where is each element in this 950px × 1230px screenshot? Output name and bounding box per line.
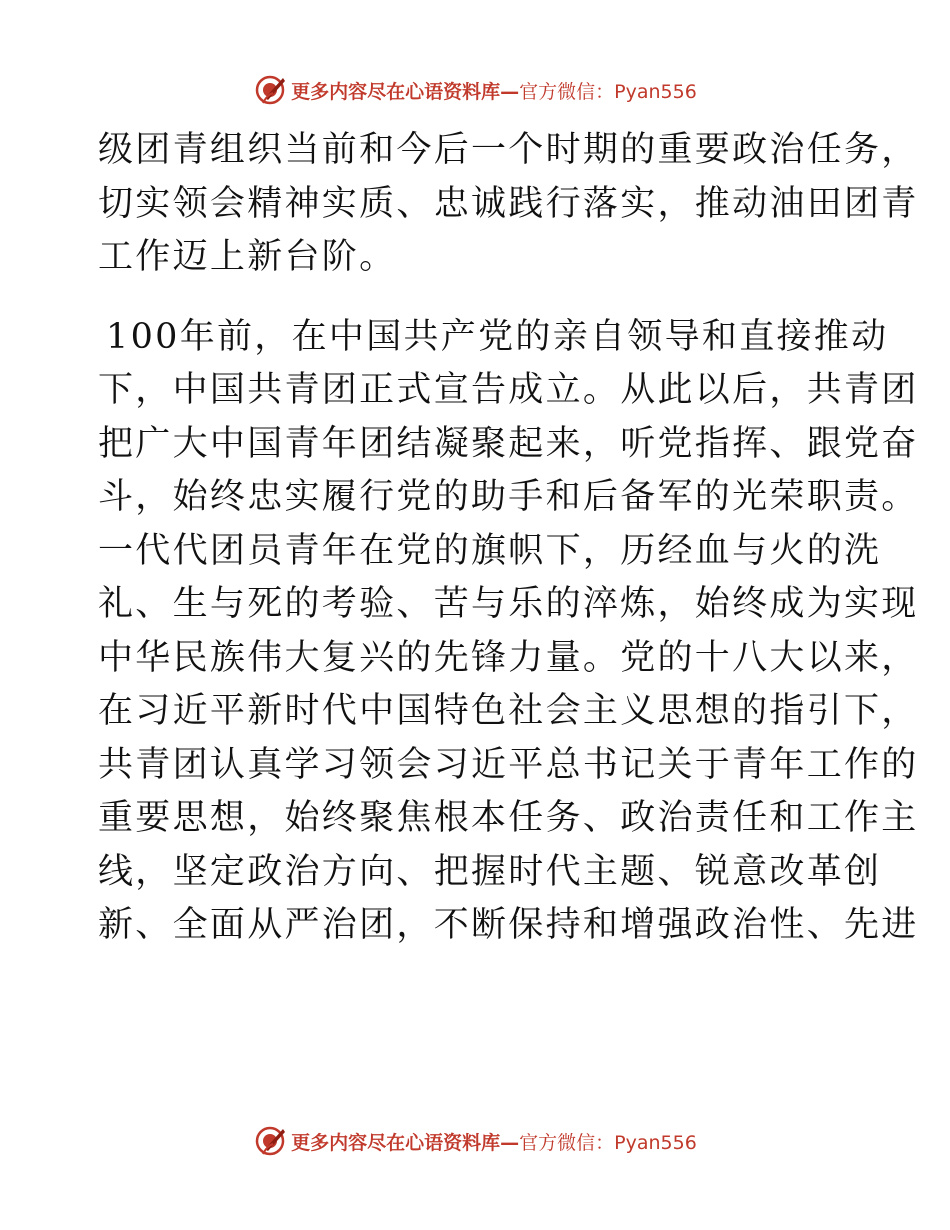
text-line: 礼、生与死的考验、苦与乐的淬炼，始终成为实现 bbox=[98, 584, 919, 624]
text-line: 重要思想，始终聚焦根本任务、政治责任和工作主 bbox=[98, 798, 919, 838]
text-line: 中华民族伟大复兴的先锋力量。党的十八大以来， bbox=[98, 637, 919, 678]
text-line: 一代代团员青年在党的旗帜下，历经血与火的洗 bbox=[98, 530, 882, 571]
pen-logo-icon bbox=[253, 73, 287, 107]
text-line: 工作迈上新台阶。 bbox=[98, 237, 397, 277]
text-line: 100年前，在中国共产党的亲自领导和直接推动 bbox=[106, 316, 889, 357]
footer-banner bbox=[0, 1121, 950, 1161]
text-line: 线，坚定政治方向、把握时代主题、锐意改革创 bbox=[98, 851, 882, 892]
paragraph-1 bbox=[98, 124, 919, 285]
header-banner-account: 官方微信：Pyan556 bbox=[519, 80, 697, 103]
text-line: 级团青组织当前和今后一个时期的重要政治任务， bbox=[98, 130, 919, 170]
text-line: 在习近平新时代中国特色社会主义思想的指引下， bbox=[98, 691, 919, 731]
document-body bbox=[98, 124, 919, 953]
header-banner bbox=[0, 70, 950, 110]
footer-banner-account: 官方微信：Pyan556 bbox=[519, 1131, 697, 1154]
header-banner-text: 更多内容尽在心语资料库—官方微信：Pyan556 bbox=[291, 80, 697, 103]
text-line: 下，中国共青团正式宣告成立。从此以后，共青团 bbox=[98, 370, 919, 410]
text-line: 切实领会精神实质、忠诚践行落实，推动油田团青 bbox=[98, 183, 919, 224]
footer-banner-text: 更多内容尽在心语资料库—官方微信：Pyan556 bbox=[291, 1131, 697, 1154]
text-line: 新、全面从严治团，不断保持和增强政治性、先进 bbox=[98, 905, 919, 945]
text-line: 斗，始终忠实履行党的助手和后备军的光荣职责。 bbox=[98, 477, 919, 517]
paragraph-2 bbox=[98, 311, 919, 953]
text-line: 共青团认真学习领会习近平总书记关于青年工作的 bbox=[98, 744, 919, 785]
text-line: 把广大中国青年团结凝聚起来，听党指挥、跟党奋 bbox=[98, 423, 919, 464]
pen-logo-icon bbox=[253, 1124, 287, 1158]
